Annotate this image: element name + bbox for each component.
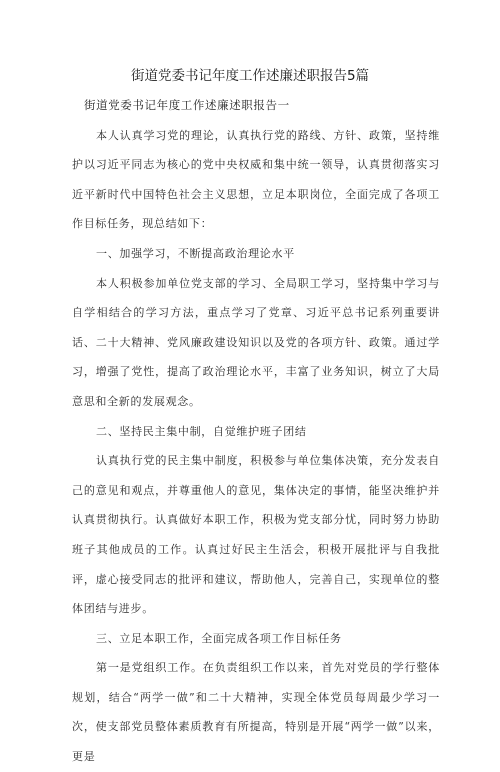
section-paragraph-3: 第一是党组织工作。在负责组织工作以来，首先对党员的学行整体规划，结合“两学一做”和二十大精神，实现全体党员每周最少学习一次，使支部党员整体素质教育有所提高，特别是开展“两学一做”以来，更是 [72, 661, 440, 764]
section-heading-2: 二、坚持民主集中制，自觉维护班子团结 [96, 424, 307, 438]
section-paragraph-1: 本人积极参加单位党支部的学习、全局职工学习，坚持集中学习与自学相结合的学习方法，重点学习了党章、习近平总书记系列重要讲话、二十大精神、党风廉政建设知识以及党的各项方针、政策。通过学习，增强了党性，提高了政治理论水平，丰富了业务知识，树立了大局意思和全新的发展观念。 [72, 276, 440, 408]
section-heading-1: 一、加强学习，不断提高政治理论水平 [96, 246, 295, 260]
document-title: 街道党委书记年度工作述廉述职报告5篇 [130, 68, 370, 84]
section-heading-3: 三、立足本职工作，全面完成各项工作目标任务 [96, 631, 342, 645]
intro-paragraph: 本人认真学习党的理论，认真执行党的路线、方针、政策，坚持维护以习近平同志为核心的党中央权威和集中统一领导，认真贯彻落实习近平新时代中国特色社会主义思想，立足本职岗位，全面完成了各项工作目标任务，现总结如下： [72, 128, 440, 231]
document-body [72, 91, 440, 772]
report-subtitle: 街道党委书记年度工作述廉述职报告一 [84, 98, 290, 112]
section-paragraph-2: 认真执行党的民主集中制度，积极参与单位集体决策，充分发表自己的意见和观点，并尊重他人的意见，集体决定的事情，能坚决维护并认真贯彻执行。认真做好本职工作，积极为党支部分忧，同时努力协助班子其他成员的工作。认真过好民主生活会，积极开展批评与自我批评，虚心接受同志的批评和建议，帮助他人，完善自己，实现单位的整体团结与进步。 [72, 454, 440, 616]
